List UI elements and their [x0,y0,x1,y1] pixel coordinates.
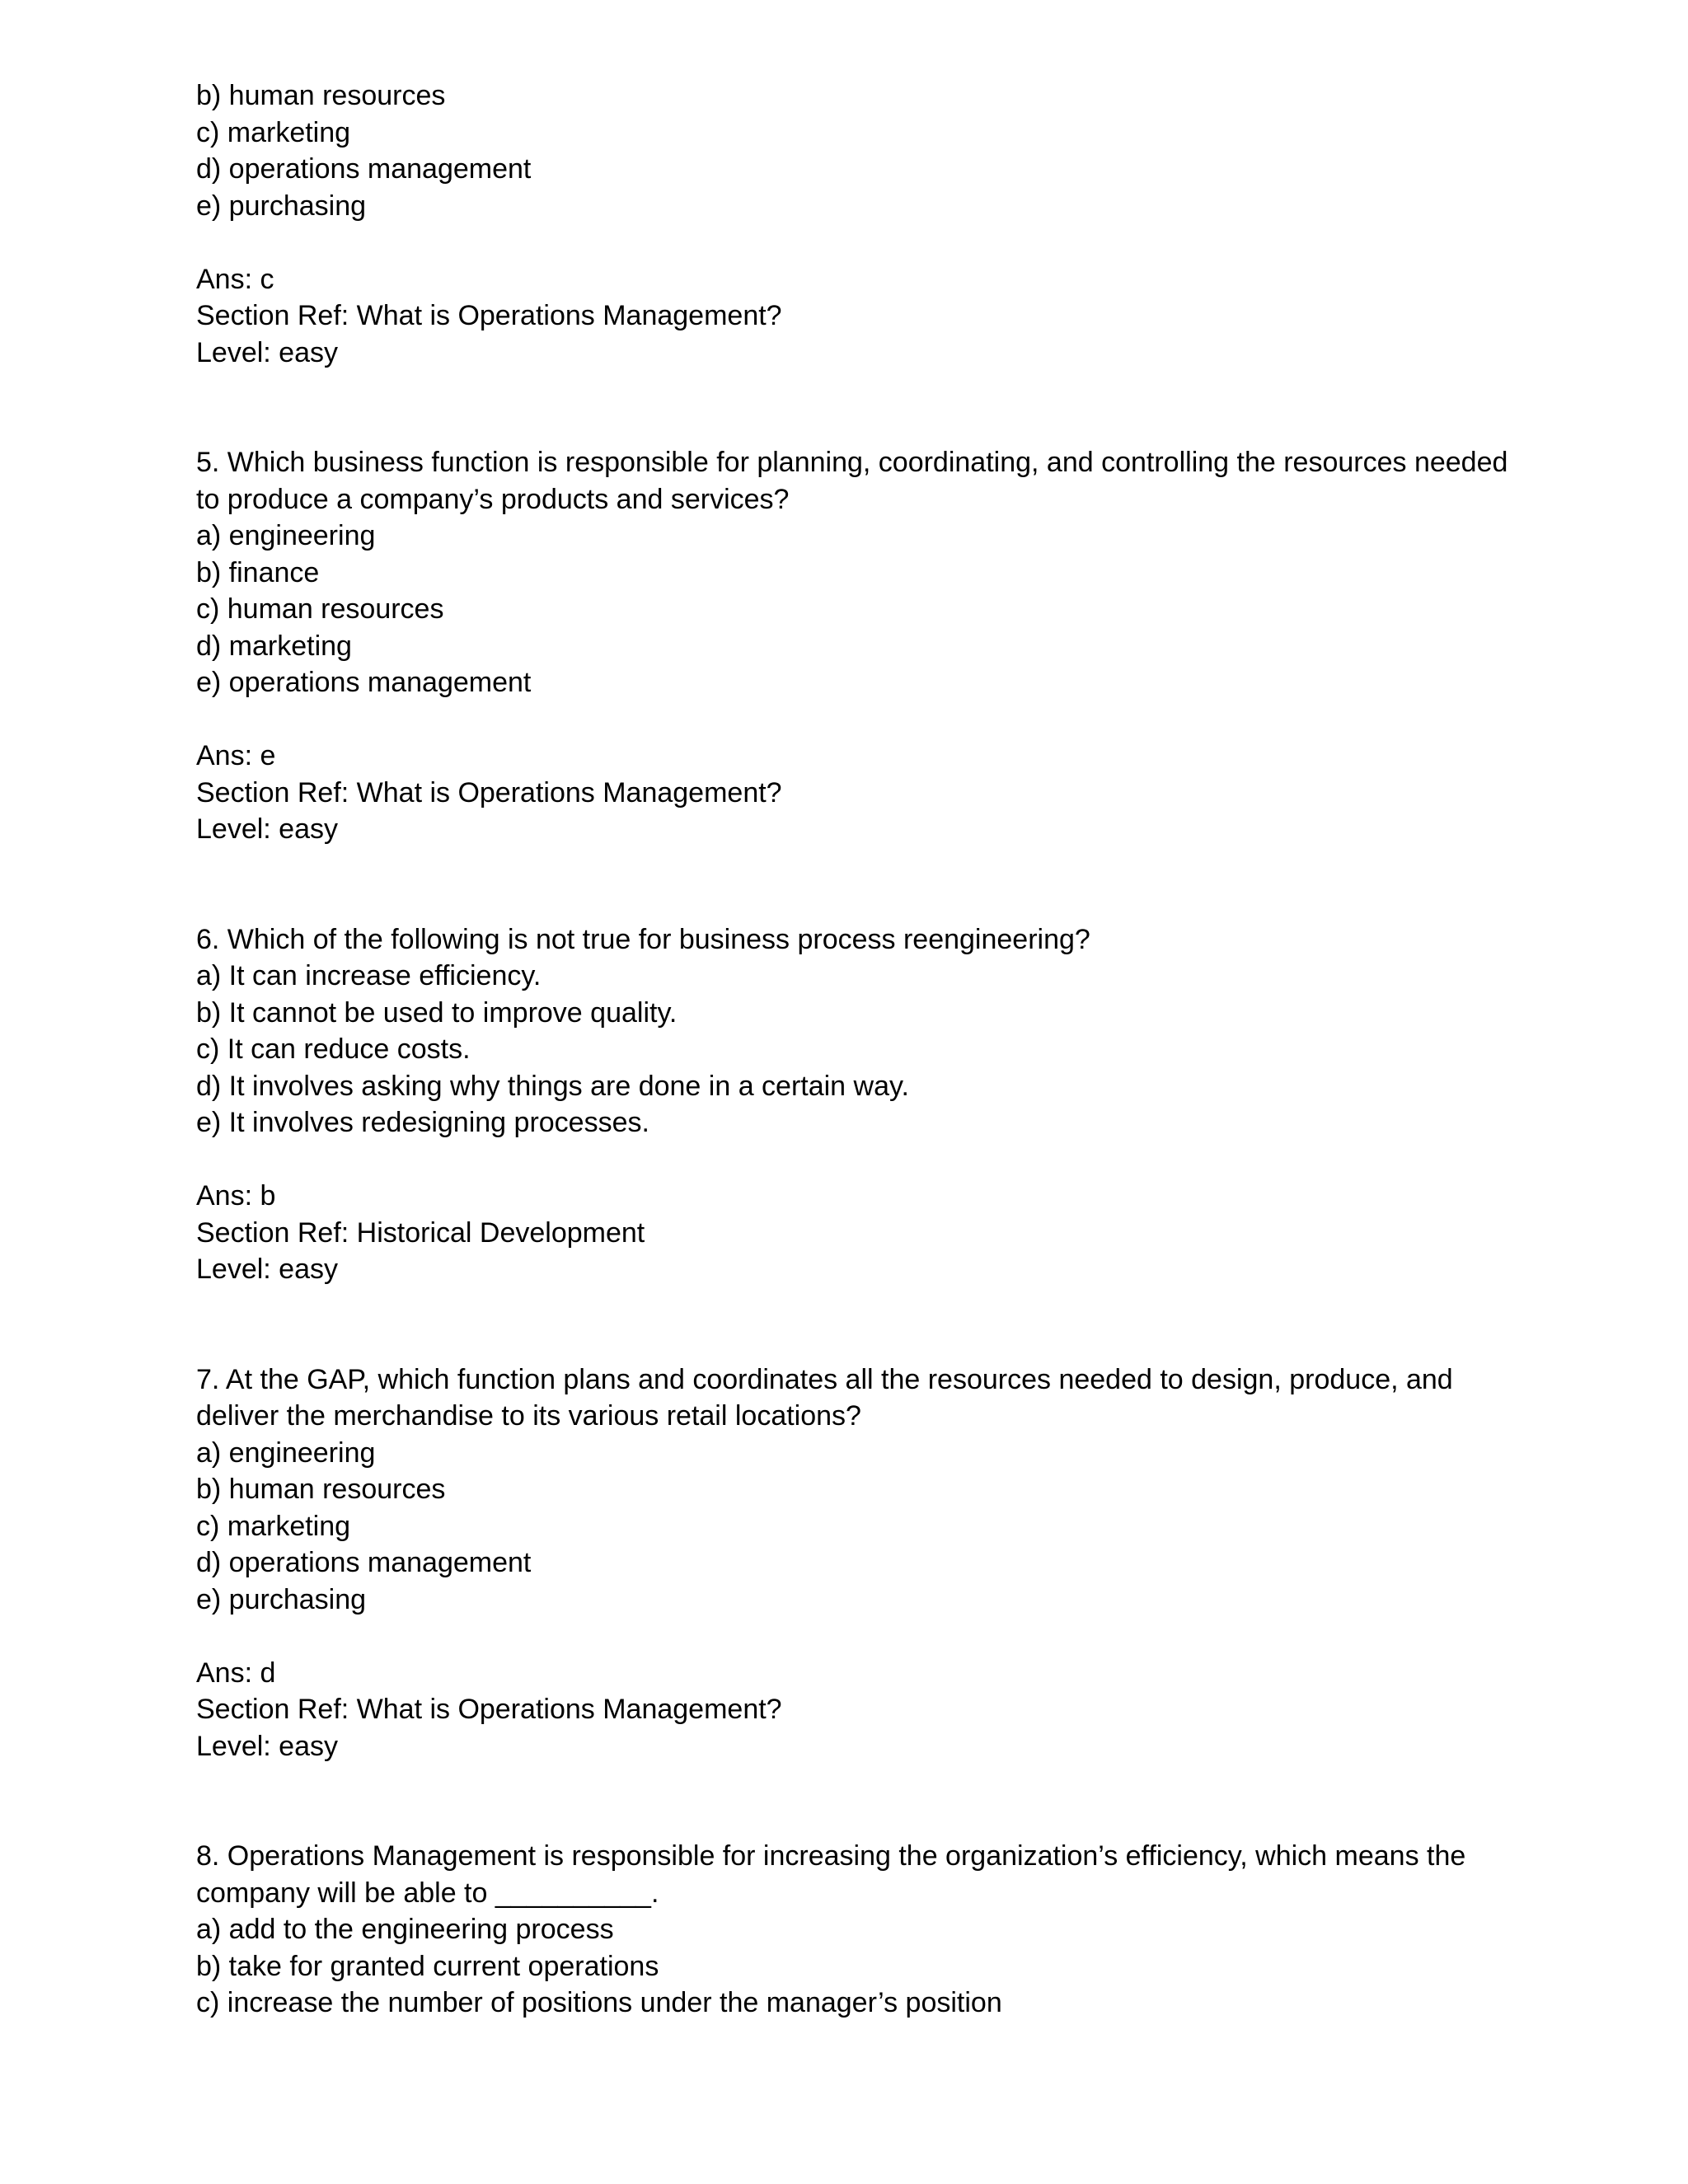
question-stem: 6. Which of the following is not true for business process reengineering? [196,923,1090,955]
question-stem: to produce a company’s products and services? [196,483,790,515]
question-7 [196,1361,1548,1765]
option-c: c) human resources [196,593,444,625]
option-d: d) operations management [196,153,532,185]
level: Level: easy [196,1254,338,1285]
option-c: c) marketing [196,1510,351,1542]
section-ref: Section Ref: Historical Development [196,1216,645,1249]
option-b: b) It cannot be used to improve quality. [196,996,678,1029]
section-ref: Section Ref: What is Operations Management? [196,300,782,331]
option-d: d) operations management [196,1547,532,1578]
spacer [196,848,1548,921]
option-e: e) purchasing [196,190,367,222]
option-b: b) take for granted current operations [196,1950,659,1982]
option-b: b) human resources [196,1474,446,1505]
level: Level: easy [196,813,338,845]
question-6 [196,921,1548,1288]
document-page [196,77,1548,2022]
question-5 [196,444,1548,848]
question-stem: company will be able to __________. [196,1877,659,1909]
option-c: c) It can reduce costs. [196,1033,471,1065]
spacer [196,1141,1548,1179]
option-a: a) engineering [196,1436,376,1469]
option-c: c) marketing [196,116,351,148]
option-a: a) add to the engineering process [196,1914,614,1945]
question-stem: 7. At the GAP, which function plans and coordinates all the resources needed to design, produce, and [196,1363,1453,1395]
option-a: a) It can increase efficiency. [196,960,542,991]
answer: Ans: d [196,1657,276,1689]
answer: Ans: b [196,1180,276,1212]
option-c: c) increase the number of positions under the manager’s position [196,1987,1002,2018]
option-b: b) finance [196,556,320,588]
option-e: e) operations management [196,667,532,698]
question-4-continuation [196,77,1548,371]
spacer [196,1765,1548,1838]
option-d: d) It involves asking why things are done in a certain way. [196,1070,909,1102]
question-stem: deliver the merchandise to its various retail locations? [196,1400,861,1432]
question-stem: 5. Which business function is responsible for planning, coordinating, and controlling the resources needed [196,447,1508,478]
level: Level: easy [196,1730,338,1762]
section-ref: Section Ref: What is Operations Management? [196,1694,782,1725]
question-8 [196,1838,1548,2022]
option-b: b) human resources [196,80,446,111]
option-e: e) purchasing [196,1583,367,1615]
answer: Ans: e [196,740,276,771]
spacer [196,371,1548,444]
spacer [196,224,1548,261]
section-ref: Section Ref: What is Operations Management? [196,776,782,808]
spacer [196,701,1548,738]
answer: Ans: c [196,263,274,295]
level: Level: easy [196,336,338,368]
option-e: e) It involves redesigning processes. [196,1107,649,1138]
option-d: d) marketing [196,630,352,662]
spacer [196,1288,1548,1361]
spacer [196,1618,1548,1655]
question-stem: 8. Operations Management is responsible for increasing the organization’s efficiency, which means the [196,1840,1466,1872]
option-a: a) engineering [196,520,376,551]
